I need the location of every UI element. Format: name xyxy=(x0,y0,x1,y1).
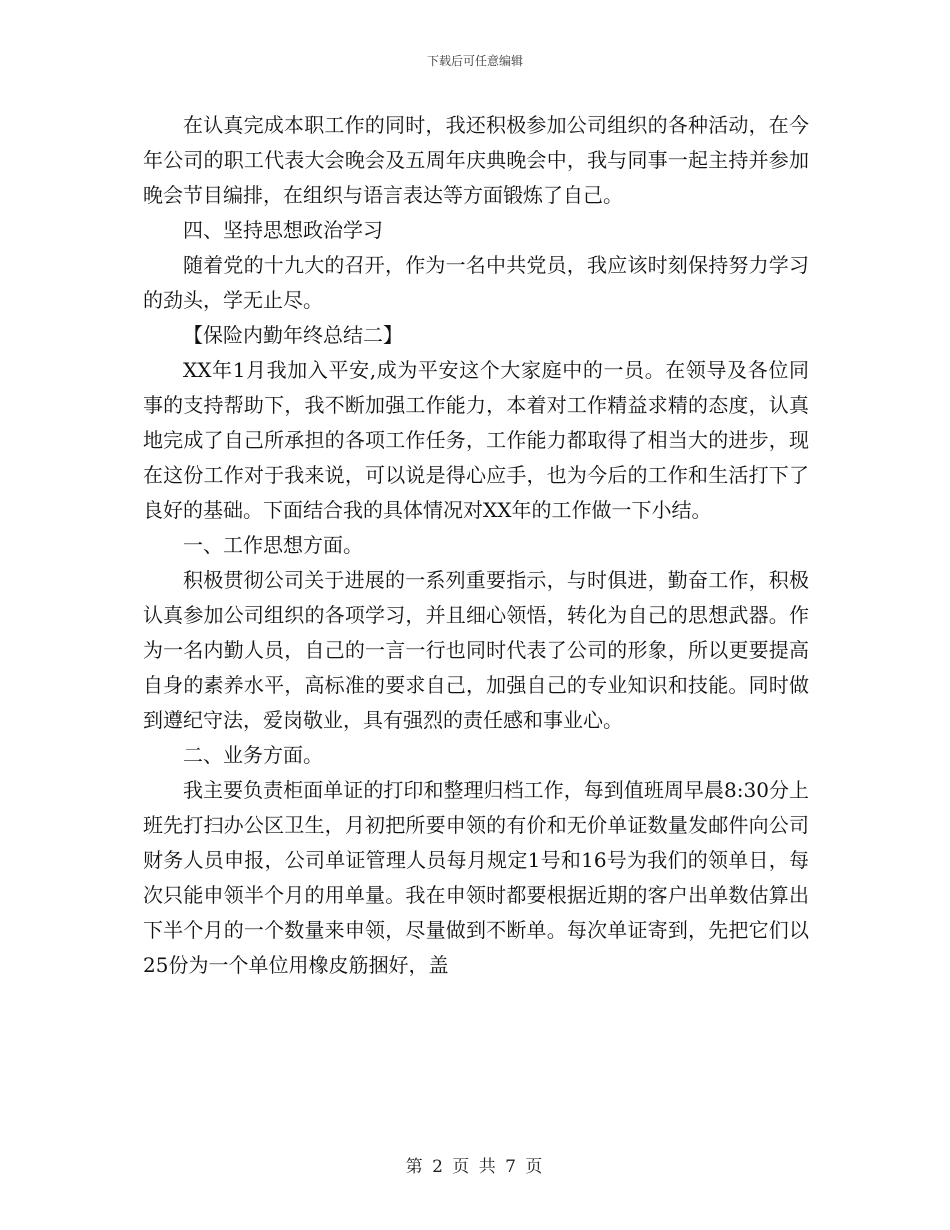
section-heading-political-study: 四、坚持思想政治学习 xyxy=(183,218,383,242)
page-number-footer: 第 2 页 共 7 页 xyxy=(405,1157,545,1177)
document-body xyxy=(143,108,809,983)
page-header: 下载后可任意编辑 xyxy=(426,54,523,68)
section-heading-work-thoughts: 一、工作思想方面。 xyxy=(183,533,363,557)
paragraph-business: 我主要负责柜面单证的打印和整理归档工作，每到值班周早晨8:30分上班先打扫办公区卫生，月初把所要申领的有价和无价单证数量发邮件向公司财务人员申报，公司单证管理人员每月规定1号和16号为我们的领单日，每次只能申领半个月的用单量。我在申领时都要根据近期的客户出单数估算出下半个月的一个数量来申领，尽量做到不断单。每次单证寄到，先把它们以25份为一个单位用橡皮筋捆好，盖 xyxy=(143,778,809,977)
paragraph-introduction: XX年1月我加入平安,成为平安这个大家庭中的一员。在领导及各位同事的支持帮助下，我不断加强工作能力，本着对工作精益求精的态度，认真地完成了自己所承担的各项工作任务，工作能力都取得了相当大的进步，现在这份工作对于我来说，可以说是得心应手，也为今后的工作和生活打下了良好的基础。下面结合我的具体情况对XX年的工作做一下小结。 xyxy=(143,358,809,522)
paragraph-work-thoughts: 积极贯彻公司关于进展的一系列重要指示，与时俱进，勤奋工作，积极认真参加公司组织的各项学习，并且细心领悟，转化为自己的思想武器。作为一名内勤人员，自己的一言一行也同时代表了公司的形象，所以更要提高自身的素养水平，高标准的要求自己，加强自己的专业知识和技能。同时做到遵纪守法，爱岗敬业，具有强烈的责任感和事业心。 xyxy=(143,568,809,732)
paragraph-political-study: 随着党的十九大的召开，作为一名中共党员，我应该时刻保持努力学习的劲头，学无止尽。 xyxy=(143,253,809,312)
paragraph-activities: 在认真完成本职工作的同时，我还积极参加公司组织的各种活动，在今年公司的职工代表大会晚会及五周年庆典晚会中，我与同事一起主持并参加晚会节目编排，在组织与语言表达等方面锻炼了自己。 xyxy=(143,113,809,207)
article-title-summary-two: 【保险内勤年终总结二】 xyxy=(183,323,403,347)
section-heading-business: 二、业务方面。 xyxy=(183,743,323,767)
